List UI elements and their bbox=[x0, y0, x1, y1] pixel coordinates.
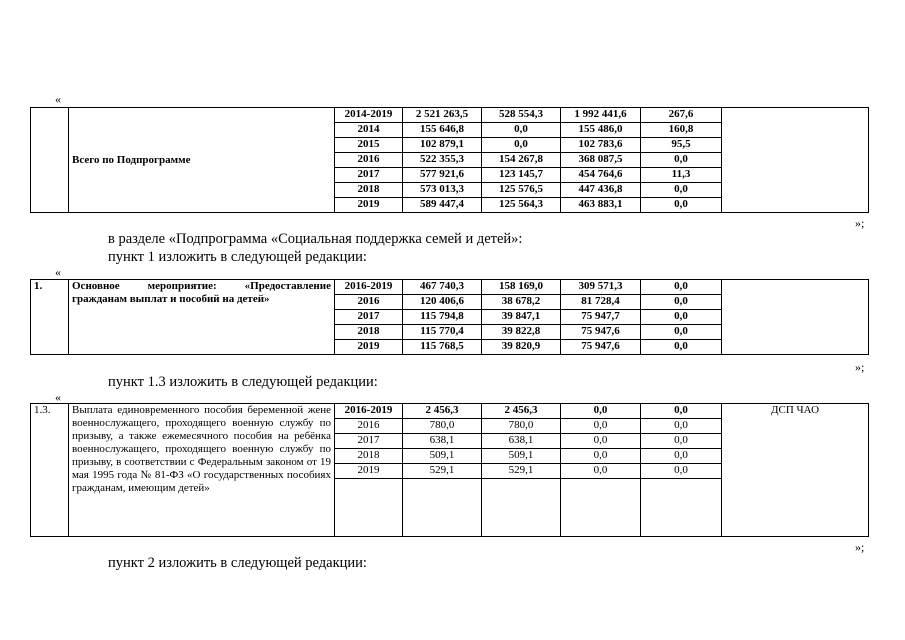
value-cell: 447 436,8 bbox=[561, 183, 641, 198]
value-cell: 529,1 bbox=[482, 464, 561, 479]
value-cell: 123 145,7 bbox=[482, 168, 561, 183]
quote-close-3: »; bbox=[855, 540, 865, 554]
value-cell: 2 456,3 bbox=[403, 404, 482, 419]
quote-close-2: »; bbox=[855, 360, 865, 374]
year-cell: 2018 bbox=[335, 449, 403, 464]
row-number: 1. bbox=[31, 280, 69, 355]
row-label: Основное мероприятие: «Предоставление гражданам выплат и пособий на детей» bbox=[69, 280, 335, 355]
value-cell: 509,1 bbox=[482, 449, 561, 464]
value-cell: 115 794,8 bbox=[403, 310, 482, 325]
value-cell: 39 847,1 bbox=[482, 310, 561, 325]
value-cell: 115 768,5 bbox=[403, 340, 482, 355]
year-cell: 2018 bbox=[335, 183, 403, 198]
year-cell: 2018 bbox=[335, 325, 403, 340]
point-1-3-paragraph: пункт 1.3 изложить в следующей редакции: bbox=[108, 374, 378, 390]
value-cell: 522 355,3 bbox=[403, 153, 482, 168]
subprogram-total-table bbox=[30, 107, 869, 213]
section-paragraph: в разделе «Подпрограмма «Социальная поддержка семей и детей»: bbox=[108, 231, 523, 247]
value-cell: 638,1 bbox=[403, 434, 482, 449]
value-cell: 780,0 bbox=[482, 419, 561, 434]
value-cell: 0,0 bbox=[641, 325, 722, 340]
value-cell: 155 646,8 bbox=[403, 123, 482, 138]
year-cell: 2016-2019 bbox=[335, 280, 403, 295]
value-cell: 573 013,3 bbox=[403, 183, 482, 198]
value-cell: 0,0 bbox=[641, 404, 722, 419]
value-cell: 11,3 bbox=[641, 168, 722, 183]
value-cell: 638,1 bbox=[482, 434, 561, 449]
value-cell: 467 740,3 bbox=[403, 280, 482, 295]
value-cell: 120 406,6 bbox=[403, 295, 482, 310]
value-cell: 0,0 bbox=[641, 280, 722, 295]
empty-cell bbox=[561, 479, 641, 537]
value-cell: 0,0 bbox=[641, 153, 722, 168]
empty-cell bbox=[482, 479, 561, 537]
value-cell: 0,0 bbox=[641, 310, 722, 325]
value-cell: 39 820,9 bbox=[482, 340, 561, 355]
empty-cell bbox=[335, 479, 403, 537]
point-1-paragraph: пункт 1 изложить в следующей редакции: bbox=[108, 249, 367, 265]
value-cell: 39 822,8 bbox=[482, 325, 561, 340]
executor-cell bbox=[722, 280, 869, 355]
quote-open-3: « bbox=[55, 390, 61, 404]
value-cell: 0,0 bbox=[561, 404, 641, 419]
empty-cell bbox=[641, 479, 722, 537]
table-row bbox=[31, 108, 869, 123]
value-cell: 509,1 bbox=[403, 449, 482, 464]
value-cell: 454 764,6 bbox=[561, 168, 641, 183]
quote-close-1: »; bbox=[855, 216, 865, 230]
value-cell: 75 947,6 bbox=[561, 325, 641, 340]
value-cell: 1 992 441,6 bbox=[561, 108, 641, 123]
year-cell: 2019 bbox=[335, 340, 403, 355]
value-cell: 2 521 263,5 bbox=[403, 108, 482, 123]
point-1-3-table bbox=[30, 403, 869, 537]
value-cell: 0,0 bbox=[482, 138, 561, 153]
value-cell: 368 087,5 bbox=[561, 153, 641, 168]
quote-open-1: « bbox=[55, 92, 61, 106]
year-cell: 2015 bbox=[335, 138, 403, 153]
value-cell: 309 571,3 bbox=[561, 280, 641, 295]
value-cell: 529,1 bbox=[403, 464, 482, 479]
value-cell: 0,0 bbox=[561, 419, 641, 434]
row-label: Всего по Подпрограмме bbox=[69, 108, 335, 213]
value-cell: 577 921,6 bbox=[403, 168, 482, 183]
value-cell: 0,0 bbox=[482, 123, 561, 138]
value-cell: 528 554,3 bbox=[482, 108, 561, 123]
year-cell: 2016 bbox=[335, 295, 403, 310]
empty-cell bbox=[403, 479, 482, 537]
year-cell: 2016 bbox=[335, 153, 403, 168]
value-cell: 0,0 bbox=[641, 340, 722, 355]
year-cell: 2014-2019 bbox=[335, 108, 403, 123]
value-cell: 0,0 bbox=[641, 449, 722, 464]
value-cell: 0,0 bbox=[561, 464, 641, 479]
row-number: 1.3. bbox=[31, 404, 69, 537]
value-cell: 0,0 bbox=[561, 434, 641, 449]
year-cell: 2016-2019 bbox=[335, 404, 403, 419]
value-cell: 463 883,1 bbox=[561, 198, 641, 213]
executor-cell: ДСП ЧАО bbox=[722, 404, 869, 537]
value-cell: 0,0 bbox=[641, 183, 722, 198]
value-cell: 780,0 bbox=[403, 419, 482, 434]
year-cell: 2016 bbox=[335, 419, 403, 434]
value-cell: 95,5 bbox=[641, 138, 722, 153]
quote-open-2: « bbox=[55, 265, 61, 279]
year-cell: 2017 bbox=[335, 434, 403, 449]
value-cell: 38 678,2 bbox=[482, 295, 561, 310]
point-1-table bbox=[30, 279, 869, 355]
value-cell: 81 728,4 bbox=[561, 295, 641, 310]
value-cell: 0,0 bbox=[641, 198, 722, 213]
table-row bbox=[31, 404, 869, 419]
value-cell: 2 456,3 bbox=[482, 404, 561, 419]
value-cell: 125 564,3 bbox=[482, 198, 561, 213]
value-cell: 75 947,7 bbox=[561, 310, 641, 325]
table-row bbox=[31, 280, 869, 295]
value-cell: 154 267,8 bbox=[482, 153, 561, 168]
year-cell: 2014 bbox=[335, 123, 403, 138]
value-cell: 125 576,5 bbox=[482, 183, 561, 198]
year-cell: 2017 bbox=[335, 168, 403, 183]
value-cell: 589 447,4 bbox=[403, 198, 482, 213]
row-label: Выплата единовременного пособия беременной жене военнослужащего, проходящего военную службу по призыву, а также ежемесячного пособия на ребёнка военнослужащего, проходящего военную службу по призыву, в соответствии с Федеральным законом от 19 мая 1995 года № 81-ФЗ «О государственных пособиях гражданам, имеющим детей» bbox=[69, 404, 335, 537]
value-cell: 160,8 bbox=[641, 123, 722, 138]
value-cell: 75 947,6 bbox=[561, 340, 641, 355]
value-cell: 158 169,0 bbox=[482, 280, 561, 295]
year-cell: 2019 bbox=[335, 464, 403, 479]
year-cell: 2019 bbox=[335, 198, 403, 213]
value-cell: 0,0 bbox=[641, 464, 722, 479]
value-cell: 0,0 bbox=[641, 419, 722, 434]
value-cell: 0,0 bbox=[641, 434, 722, 449]
value-cell: 0,0 bbox=[641, 295, 722, 310]
value-cell: 102 783,6 bbox=[561, 138, 641, 153]
value-cell: 102 879,1 bbox=[403, 138, 482, 153]
executor-cell bbox=[722, 108, 869, 213]
value-cell: 115 770,4 bbox=[403, 325, 482, 340]
value-cell: 0,0 bbox=[561, 449, 641, 464]
value-cell: 155 486,0 bbox=[561, 123, 641, 138]
row-number bbox=[31, 108, 69, 213]
point-2-paragraph: пункт 2 изложить в следующей редакции: bbox=[108, 555, 367, 571]
value-cell: 267,6 bbox=[641, 108, 722, 123]
year-cell: 2017 bbox=[335, 310, 403, 325]
